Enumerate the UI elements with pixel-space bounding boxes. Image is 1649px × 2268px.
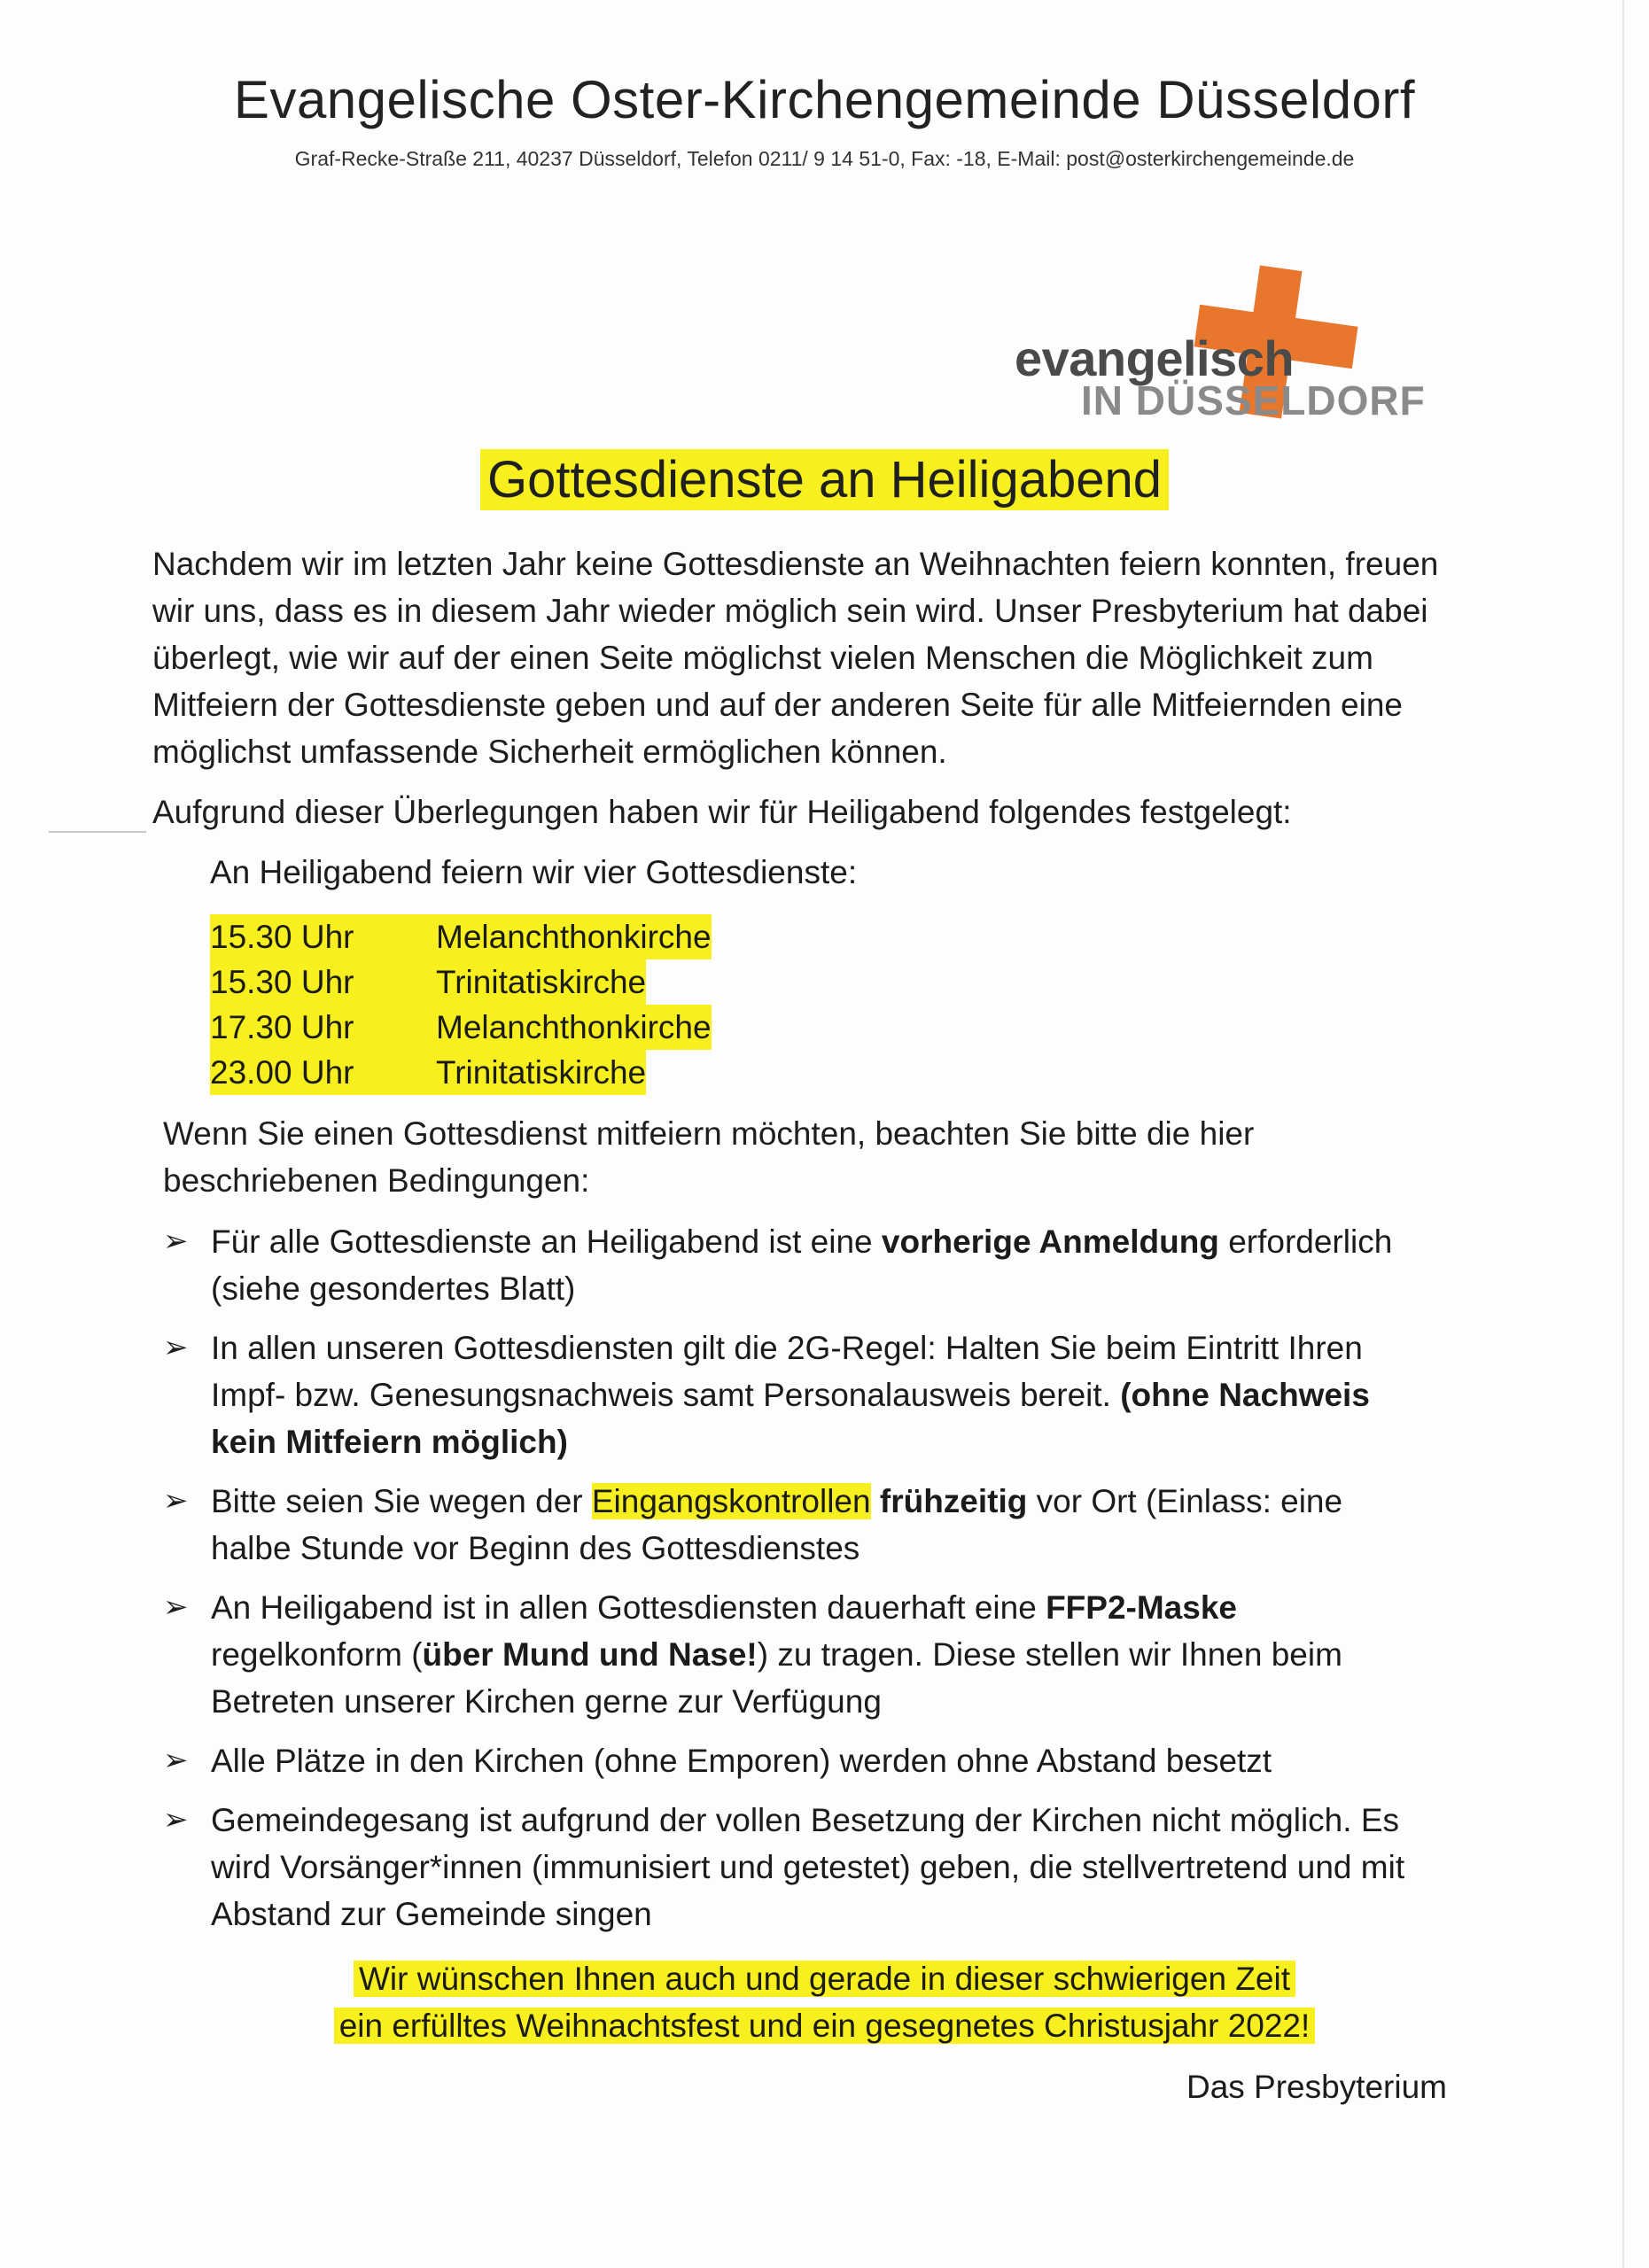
service-time: 15.30 Uhr [210,959,436,1005]
bold-run: (ohne Nachweis kein Mitfeiern möglich) [211,1377,1370,1460]
closing-wishes [0,1955,1649,2049]
schedule-row [210,1050,712,1095]
text-run: Bitte seien Sie wegen der [211,1483,592,1519]
service-time: 17.30 Uhr [210,1005,436,1050]
condition-item [163,1218,1474,1312]
signature: Das Presbyterium [1186,2069,1447,2105]
arrow-bullet-icon: ➢ [163,1803,189,1837]
condition-text [211,1584,1416,1725]
schedule-intro: An Heiligabend feiern wir vier Gottesdienste: [210,854,858,890]
text-run: vor Ort (Einlass: eine halbe Stunde vor Beginn des Gottesdienstes [211,1483,1343,1566]
intro-paragraph: Nachdem wir im letzten Jahr keine Gottesdienste an Weihnachten feiern konnten, freuen wir uns, dass es in diesem Jahr wieder möglich sein wird. Unser Presbyterium hat dabei überlegt, wie wir auf der einen Seite möglichst vielen Menschen die Möglichkeit zum Mitfeiern der Gottesdienste geben und auf der anderen Seite für alle Mitfeiernden eine möglichst umfassende Sicherheit ermöglichen können. [152,546,1439,770]
decision-paragraph: Aufgrund dieser Überlegungen haben wir für Heiligabend folgendes festgelegt: [152,794,1292,830]
text-run: regelkonform ( [211,1636,423,1673]
condition-item [163,1324,1474,1465]
text-run: Für alle Gottesdienste an Heiligabend ist eine [211,1223,882,1260]
service-time: 23.00 Uhr [210,1050,436,1095]
condition-item [163,1797,1474,1938]
bold-run: FFP2-Maske [1046,1589,1237,1626]
page-title: Gottesdienste an Heiligabend [480,449,1169,510]
condition-text: Alle Plätze in den Kirchen (ohne Emporen) werden ohne Abstand besetzt [211,1743,1272,1779]
service-church: Trinitatiskirche [436,959,646,1005]
service-church: Melanchthonkirche [436,1005,712,1050]
schedule-row [210,914,712,959]
scan-mark [49,831,146,833]
condition-text [211,1478,1416,1572]
conditions-list [163,1218,1474,1950]
logo-line-1: evangelisch [1015,330,1295,386]
text-run: erforderlich (siehe gesondertes Blatt) [211,1223,1393,1307]
condition-item [163,1478,1474,1572]
bold-run: frühzeitig [879,1483,1028,1519]
text-run: In allen unseren Gottesdiensten gilt die 2G-Regel: Halten Sie beim Eintritt Ihren Impf- bzw. Genesungsnachweis samt Personalausweis bereit. [211,1330,1363,1413]
page-title-wrap [0,450,1649,509]
conditions-intro: Wenn Sie einen Gottesdienst mitfeiern möchten, beachten Sie bitte die hier beschriebenen Bedingungen: [163,1115,1255,1199]
condition-text: Gemeindegesang ist aufgrund der vollen Besetzung der Kirchen nicht möglich. Es wird Vorsänger*innen (immunisiert und getestet) geben, die stellvertretend und mit Abstand zur Gemeinde singen [211,1802,1405,1932]
arrow-bullet-icon: ➢ [163,1744,189,1777]
closing-line-1: Wir wünschen Ihnen auch und gerade in dieser schwierigen Zeit [354,1961,1295,1997]
service-schedule [210,914,712,1095]
text-run: ) zu tragen. Diese stellen wir Ihnen beim Betreten unserer Kirchen gerne zur Verfügung [211,1636,1342,1720]
arrow-bullet-icon: ➢ [163,1590,189,1624]
condition-text [211,1218,1416,1312]
highlight-run: Eingangskontrollen [591,1483,871,1519]
evangelisch-duesseldorf-logo [1010,257,1444,434]
parish-name: Evangelische Oster-Kirchengemeinde Düsseldorf [233,70,1416,129]
service-church: Melanchthonkirche [436,914,712,959]
closing-line-2: ein erfülltes Weihnachtsfest und ein gesegnetes Christusjahr 2022! [334,2008,1316,2044]
service-time: 15.30 Uhr [210,914,436,959]
service-church: Trinitatiskirche [436,1050,646,1095]
condition-item [163,1737,1474,1784]
arrow-bullet-icon: ➢ [163,1224,189,1258]
bold-run: vorherige Anmeldung [881,1223,1219,1260]
bold-run: über Mund und Nase! [422,1636,758,1673]
logo-line-2: IN DÜSSELDORF [1081,377,1426,423]
schedule-row [210,1005,712,1050]
text-run: An Heiligabend ist in allen Gottesdiensten dauerhaft eine [211,1589,1046,1626]
condition-text [211,1324,1416,1465]
parish-contact-line: Graf-Recke-Straße 211, 40237 Düsseldorf, Telefon 0211/ 9 14 51-0, Fax: -18, E-Mail: post@osterkirchengemeinde.de [294,147,1355,170]
arrow-bullet-icon: ➢ [163,1484,189,1518]
arrow-bullet-icon: ➢ [163,1331,189,1364]
condition-item [163,1584,1474,1725]
page-edge [1622,0,1624,2268]
schedule-row [210,959,712,1005]
